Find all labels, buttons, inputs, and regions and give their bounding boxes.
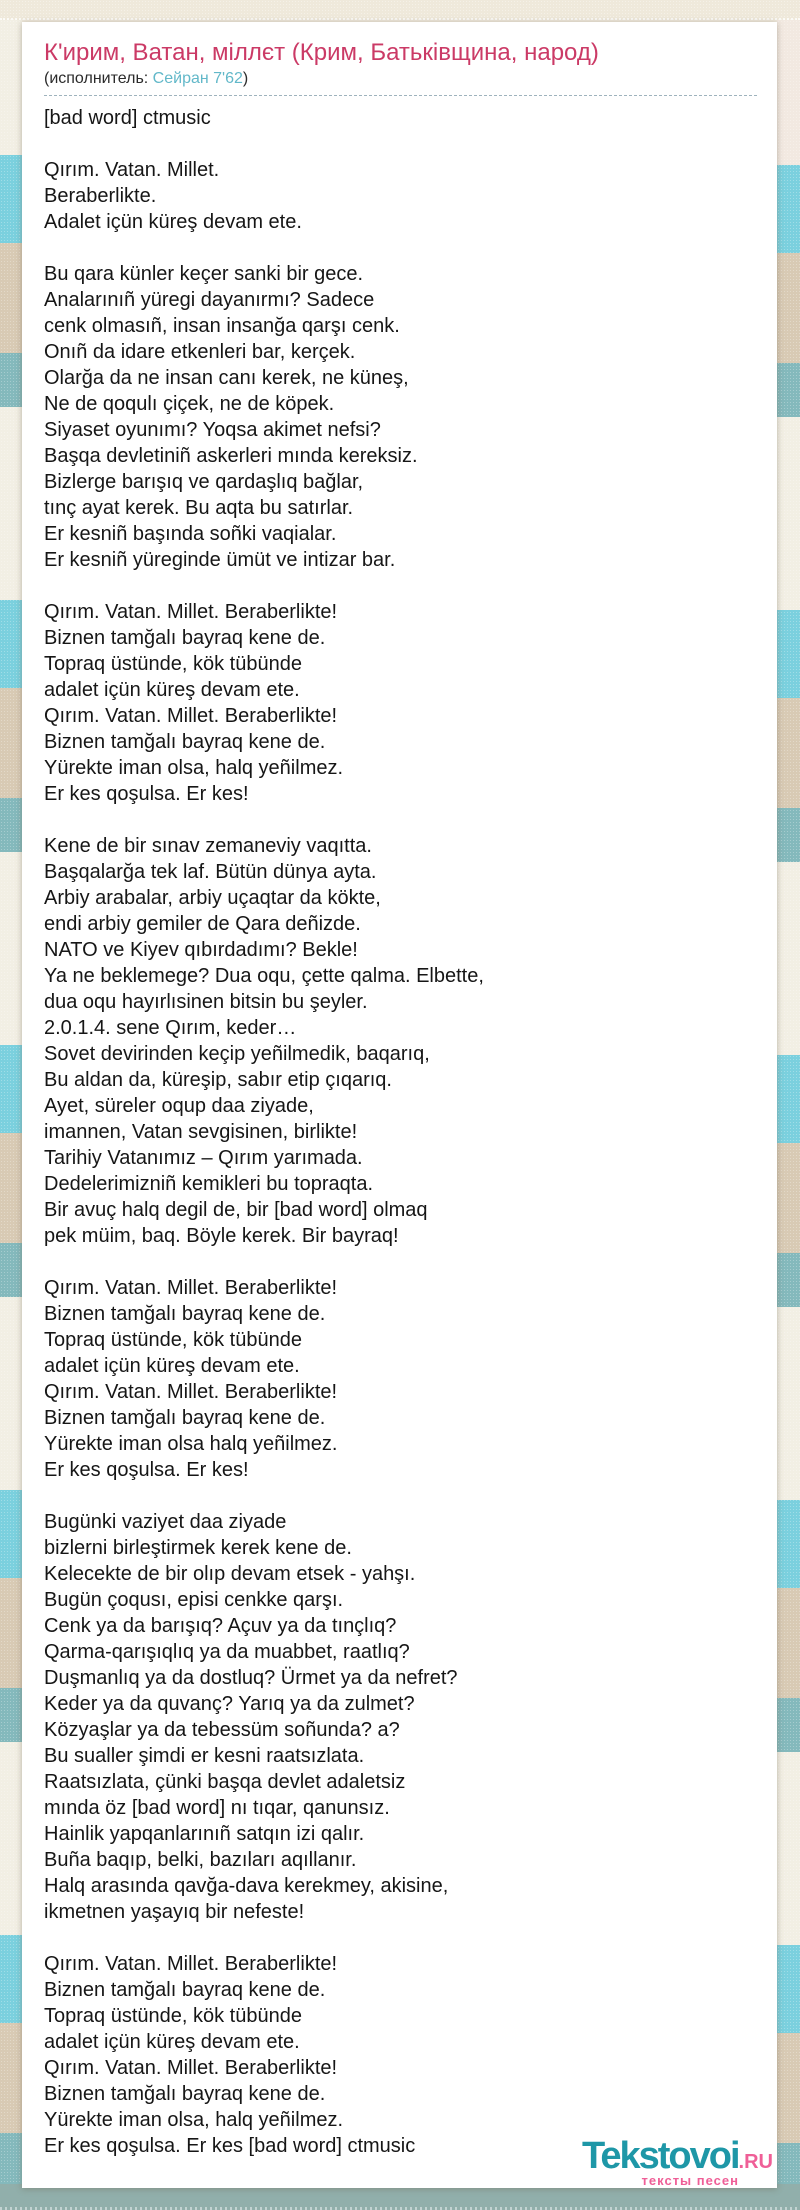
- lyric-line: Ne de qoqulı çiçek, ne de köpek.: [44, 393, 335, 415]
- stanza: [44, 105, 757, 131]
- lyric-line: NATO ve Kiyev qıbırdadımı? Bekle!: [44, 939, 358, 961]
- lyric-line: Bu sualler şimdi er kesni raatsızlata.: [44, 1745, 365, 1767]
- site-logo-text: Tekstovoi: [581, 2135, 739, 2177]
- lyric-line: Arbiy arabalar, arbiy uçaqtar da kökte,: [44, 887, 381, 909]
- lyric-line: adalet içün küreş devam ete.: [44, 679, 300, 701]
- lyric-line: Bugünki vaziyet daa ziyade: [44, 1511, 287, 1533]
- stanza: [44, 1275, 757, 1483]
- lyric-line: Biznen tamğalı bayraq kene de.: [44, 1303, 326, 1325]
- lyric-line: Topraq üstünde, kök tübünde: [44, 1329, 302, 1351]
- lyric-line: Tarihiy Vatanımız – Qırım yarımada.: [44, 1147, 363, 1169]
- lyric-line: [bad word] ctmusic: [44, 107, 211, 129]
- lyric-line: Yürekte iman olsa halq yeñilmez.: [44, 1433, 338, 1455]
- lyric-line: Topraq üstünde, kök tübünde: [44, 653, 302, 675]
- lyric-line: Halq arasında qavğa-dava kerekmey, akisine,: [44, 1875, 449, 1897]
- stanza: [44, 261, 757, 573]
- lyric-line: 2.0.1.4. sene Qırım, keder…: [44, 1017, 297, 1039]
- lyric-line: Er kes qoşulsa. Er kes!: [44, 783, 249, 805]
- stanza: [44, 157, 757, 235]
- stanza: [44, 833, 757, 1249]
- lyric-line: imannen, Vatan sevgisinen, birlikte!: [44, 1121, 358, 1143]
- lyric-line: endi arbiy gemiler de Qara deñizde.: [44, 913, 361, 935]
- stanza: [44, 599, 757, 807]
- site-logo-link[interactable]: [582, 2137, 773, 2187]
- lyric-line: Bu qara künler keçer sanki bir gece.: [44, 263, 364, 285]
- lyric-line: Er kes qoşulsa. Er kes [bad word] ctmusic: [44, 2135, 416, 2157]
- lyric-line: Qırım. Vatan. Millet. Beraberlikte!: [44, 2057, 338, 2079]
- lyric-line: Yürekte iman olsa, halq yeñilmez.: [44, 2109, 344, 2131]
- top-texture-bar: [0, 0, 800, 20]
- stanza: [44, 1951, 757, 2159]
- lyric-line: Duşmanlıq ya da dostluq? Ürmet ya da nefret?: [44, 1667, 458, 1689]
- lyric-line: Er kesniñ başında soñki vaqialar.: [44, 523, 337, 545]
- lyric-line: cenk olmasıñ, insan insanğa qarşı cenk.: [44, 315, 400, 337]
- lyric-line: ikmetnen yaşayıq bir nefeste!: [44, 1901, 305, 1923]
- lyric-line: Sovet devirinden keçip yeñilmedik, baqarıq,: [44, 1043, 430, 1065]
- lyric-line: Keder ya da quvanç? Yarıq ya da zulmet?: [44, 1693, 415, 1715]
- lyric-line: Bu aldan da, küreşip, sabır etip çıqarıq.: [44, 1069, 392, 1091]
- lyric-line: mında öz [bad word] nı tıqar, qanunsız.: [44, 1797, 390, 1819]
- lyric-line: Kelecekte de bir olıp devam etsek - yahşı.: [44, 1563, 416, 1585]
- lyrics-card: [22, 22, 777, 2188]
- page-title: К'ирим, Ватан, міллєт (Крим, Батьківщина, народ): [44, 39, 599, 66]
- lyric-line: Er kes qoşulsa. Er kes!: [44, 1459, 249, 1481]
- lyric-line: Ayet, süreler oqup daa ziyade,: [44, 1095, 314, 1117]
- right-stripe-decoration: [777, 20, 800, 2210]
- artist-label: (исполнитель:: [44, 70, 149, 87]
- lyric-line: Hainlik yapqanlarınıñ satqın izi qalır.: [44, 1823, 365, 1845]
- lyric-line: Bir avuç halq degil de, bir [bad word] olmaq: [44, 1199, 428, 1221]
- lyric-line: Başqa devletiniñ askerleri mında kereksiz.: [44, 445, 418, 467]
- artist-suffix: ): [242, 70, 249, 87]
- lyric-line: Biznen tamğalı bayraq kene de.: [44, 1979, 326, 2001]
- lyric-line: adalet içün küreş devam ete.: [44, 2031, 300, 2053]
- lyric-line: Cenk ya da barışıq? Açuv ya da tınçlıq?: [44, 1615, 397, 1637]
- lyric-line: Qırım. Vatan. Millet. Beraberlikte!: [44, 601, 338, 623]
- lyric-line: Onıñ da idare etkenleri bar, kerçek.: [44, 341, 356, 363]
- lyric-line: Yürekte iman olsa, halq yeñilmez.: [44, 757, 344, 779]
- artist-link[interactable]: Сейран 7'62: [152, 70, 243, 87]
- lyric-line: Biznen tamğalı bayraq kene de.: [44, 627, 326, 649]
- artist-line: [44, 66, 757, 96]
- lyric-line: Adalet içün küreş devam ete.: [44, 211, 302, 233]
- left-stripe-decoration: [0, 20, 22, 2210]
- stanza: [44, 1509, 757, 1925]
- lyric-line: bizlerni birleştirmek kerek kene de.: [44, 1537, 352, 1559]
- lyric-line: Qırım. Vatan. Millet. Beraberlikte!: [44, 1381, 338, 1403]
- lyric-line: Başqalarğa tek laf. Bütün dünya ayta.: [44, 861, 377, 883]
- lyrics: [44, 96, 757, 2159]
- lyric-line: pek müim, baq. Böyle kerek. Bir bayraq!: [44, 1225, 399, 1247]
- lyric-line: adalet içün küreş devam ete.: [44, 1355, 300, 1377]
- lyric-line: Qırım. Vatan. Millet.: [44, 159, 220, 181]
- lyric-line: Qırım. Vatan. Millet. Beraberlikte!: [44, 1953, 338, 1975]
- lyric-line: Siyaset oyunımı? Yoqsa akimet nefsi?: [44, 419, 381, 441]
- lyric-line: Biznen tamğalı bayraq kene de.: [44, 731, 326, 753]
- lyric-line: tınç ayat kerek. Bu aqta bu satırlar.: [44, 497, 354, 519]
- lyric-line: Beraberlikte.: [44, 185, 157, 207]
- lyric-line: Analarınıñ yüregi dayanırmı? Sadece: [44, 289, 375, 311]
- lyric-line: Raatsızlata, çünki başqa devlet adaletsiz: [44, 1771, 406, 1793]
- lyric-line: Olarğa da ne insan canı kerek, ne küneş,: [44, 367, 409, 389]
- lyric-line: Közyaşlar ya da tebessüm soñunda? a?: [44, 1719, 400, 1741]
- lyric-line: dua oqu hayırlısinen bitsin bu şeyler.: [44, 991, 368, 1013]
- lyric-line: Topraq üstünde, kök tübünde: [44, 2005, 302, 2027]
- lyric-line: Ya ne beklemege? Dua oqu, çette qalma. Elbette,: [44, 965, 484, 987]
- lyric-line: Kene de bir sınav zemaneviy vaqıtta.: [44, 835, 372, 857]
- lyric-line: Biznen tamğalı bayraq kene de.: [44, 2083, 326, 2105]
- lyric-line: Bizlerge barışıq ve qardaşlıq bağlar,: [44, 471, 364, 493]
- lyric-line: Biznen tamğalı bayraq kene de.: [44, 1407, 326, 1429]
- lyric-line: Qarma-qarışıqlıq ya da muabbet, raatlıq?: [44, 1641, 410, 1663]
- site-logo-tagline: тексты песен: [641, 2173, 739, 2188]
- site-logo-tld: .RU: [738, 2151, 773, 2173]
- lyric-line: Bugün çoqusı, episi cenkke qarşı.: [44, 1589, 344, 1611]
- lyric-line: Buña baqıp, belki, bazıları aqıllanır.: [44, 1849, 357, 1871]
- lyric-line: Qırım. Vatan. Millet. Beraberlikte!: [44, 705, 338, 727]
- lyric-line: Qırım. Vatan. Millet. Beraberlikte!: [44, 1277, 338, 1299]
- lyric-line: Er kesniñ yüreginde ümüt ve intizar bar.: [44, 549, 396, 571]
- lyric-line: Dedelerimizniñ kemikleri bu topraqta.: [44, 1173, 374, 1195]
